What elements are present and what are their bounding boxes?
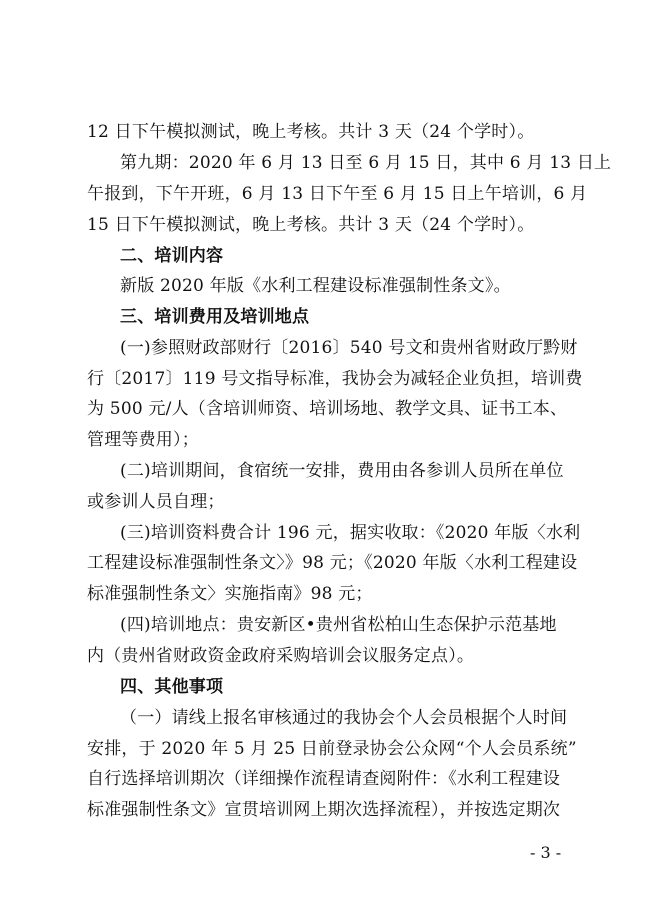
- body-text-line: (二)培训期间，食宿统一安排，费用由各参训人员所在单位: [120, 461, 564, 481]
- body-text-line: 为 500 元/人（含培训师资、培训场地、教学文具、证书工本、: [87, 399, 568, 419]
- body-text-line: (四)培训地点：贵安新区•贵州省松柏山生态保护示范基地: [120, 615, 557, 635]
- section-heading-fees-location: 三、培训费用及培训地点: [120, 307, 310, 327]
- body-text-line: 内（贵州省财政资金政府采购培训会议服务定点）。: [87, 646, 475, 666]
- body-text-line: 15 日下午模拟测试，晚上考核。共计 3 天（24 个学时）。: [87, 215, 535, 235]
- body-text-line: 新版 2020 年版《水利工程建设标准强制性条文》。: [120, 276, 511, 296]
- section-heading-other-matters: 四、其他事项: [120, 677, 224, 697]
- body-text-line: 行〔2017〕119 号文指导标准，我协会为减轻企业负担，培训费: [87, 369, 583, 389]
- body-text-line: 标准强制性条文》宣贯培训网上期次选择流程），并按选定期次: [87, 800, 561, 820]
- body-text-line: （一）请线上报名审核通过的我协会个人会员根据个人时间: [120, 708, 568, 728]
- body-text-line: (一)参照财政部财行〔2016〕540 号文和贵州省财政厅黔财: [120, 338, 578, 358]
- body-text-line: 管理等费用）；: [87, 430, 199, 450]
- paragraph-period-nine: 第九期：2020 年 6 月 13 日至 6 月 15 日，其中 6 月 13 日上: [120, 153, 612, 173]
- body-text-line: 午报到，下午开班，6 月 13 日下午至 6 月 15 日上午培训，6 月: [87, 184, 588, 204]
- page-number: - 3 -: [530, 843, 562, 862]
- body-text-line: 安排，于 2020 年 5 月 25 日前登录协会公众网“个人会员系统”: [87, 739, 577, 759]
- body-text-line: 标准强制性条文〉实施指南》98 元；: [87, 584, 373, 604]
- body-text-line: (三)培训资料费合计 196 元，据实收取：《2020 年版〈水利: [120, 523, 581, 543]
- section-heading-training-content: 二、培训内容: [120, 246, 224, 266]
- body-text-line: 12 日下午模拟测试，晚上考核。共计 3 天（24 个学时）。: [87, 122, 535, 142]
- body-text-line: 工程建设标准强制性条文〉》98 元；《2020 年版〈水利工程建设: [87, 553, 578, 573]
- body-text-line: 或参训人员自理；: [87, 492, 225, 512]
- body-text-line: 自行选择培训期次（详细操作流程请查阅附件：《水利工程建设: [87, 769, 561, 789]
